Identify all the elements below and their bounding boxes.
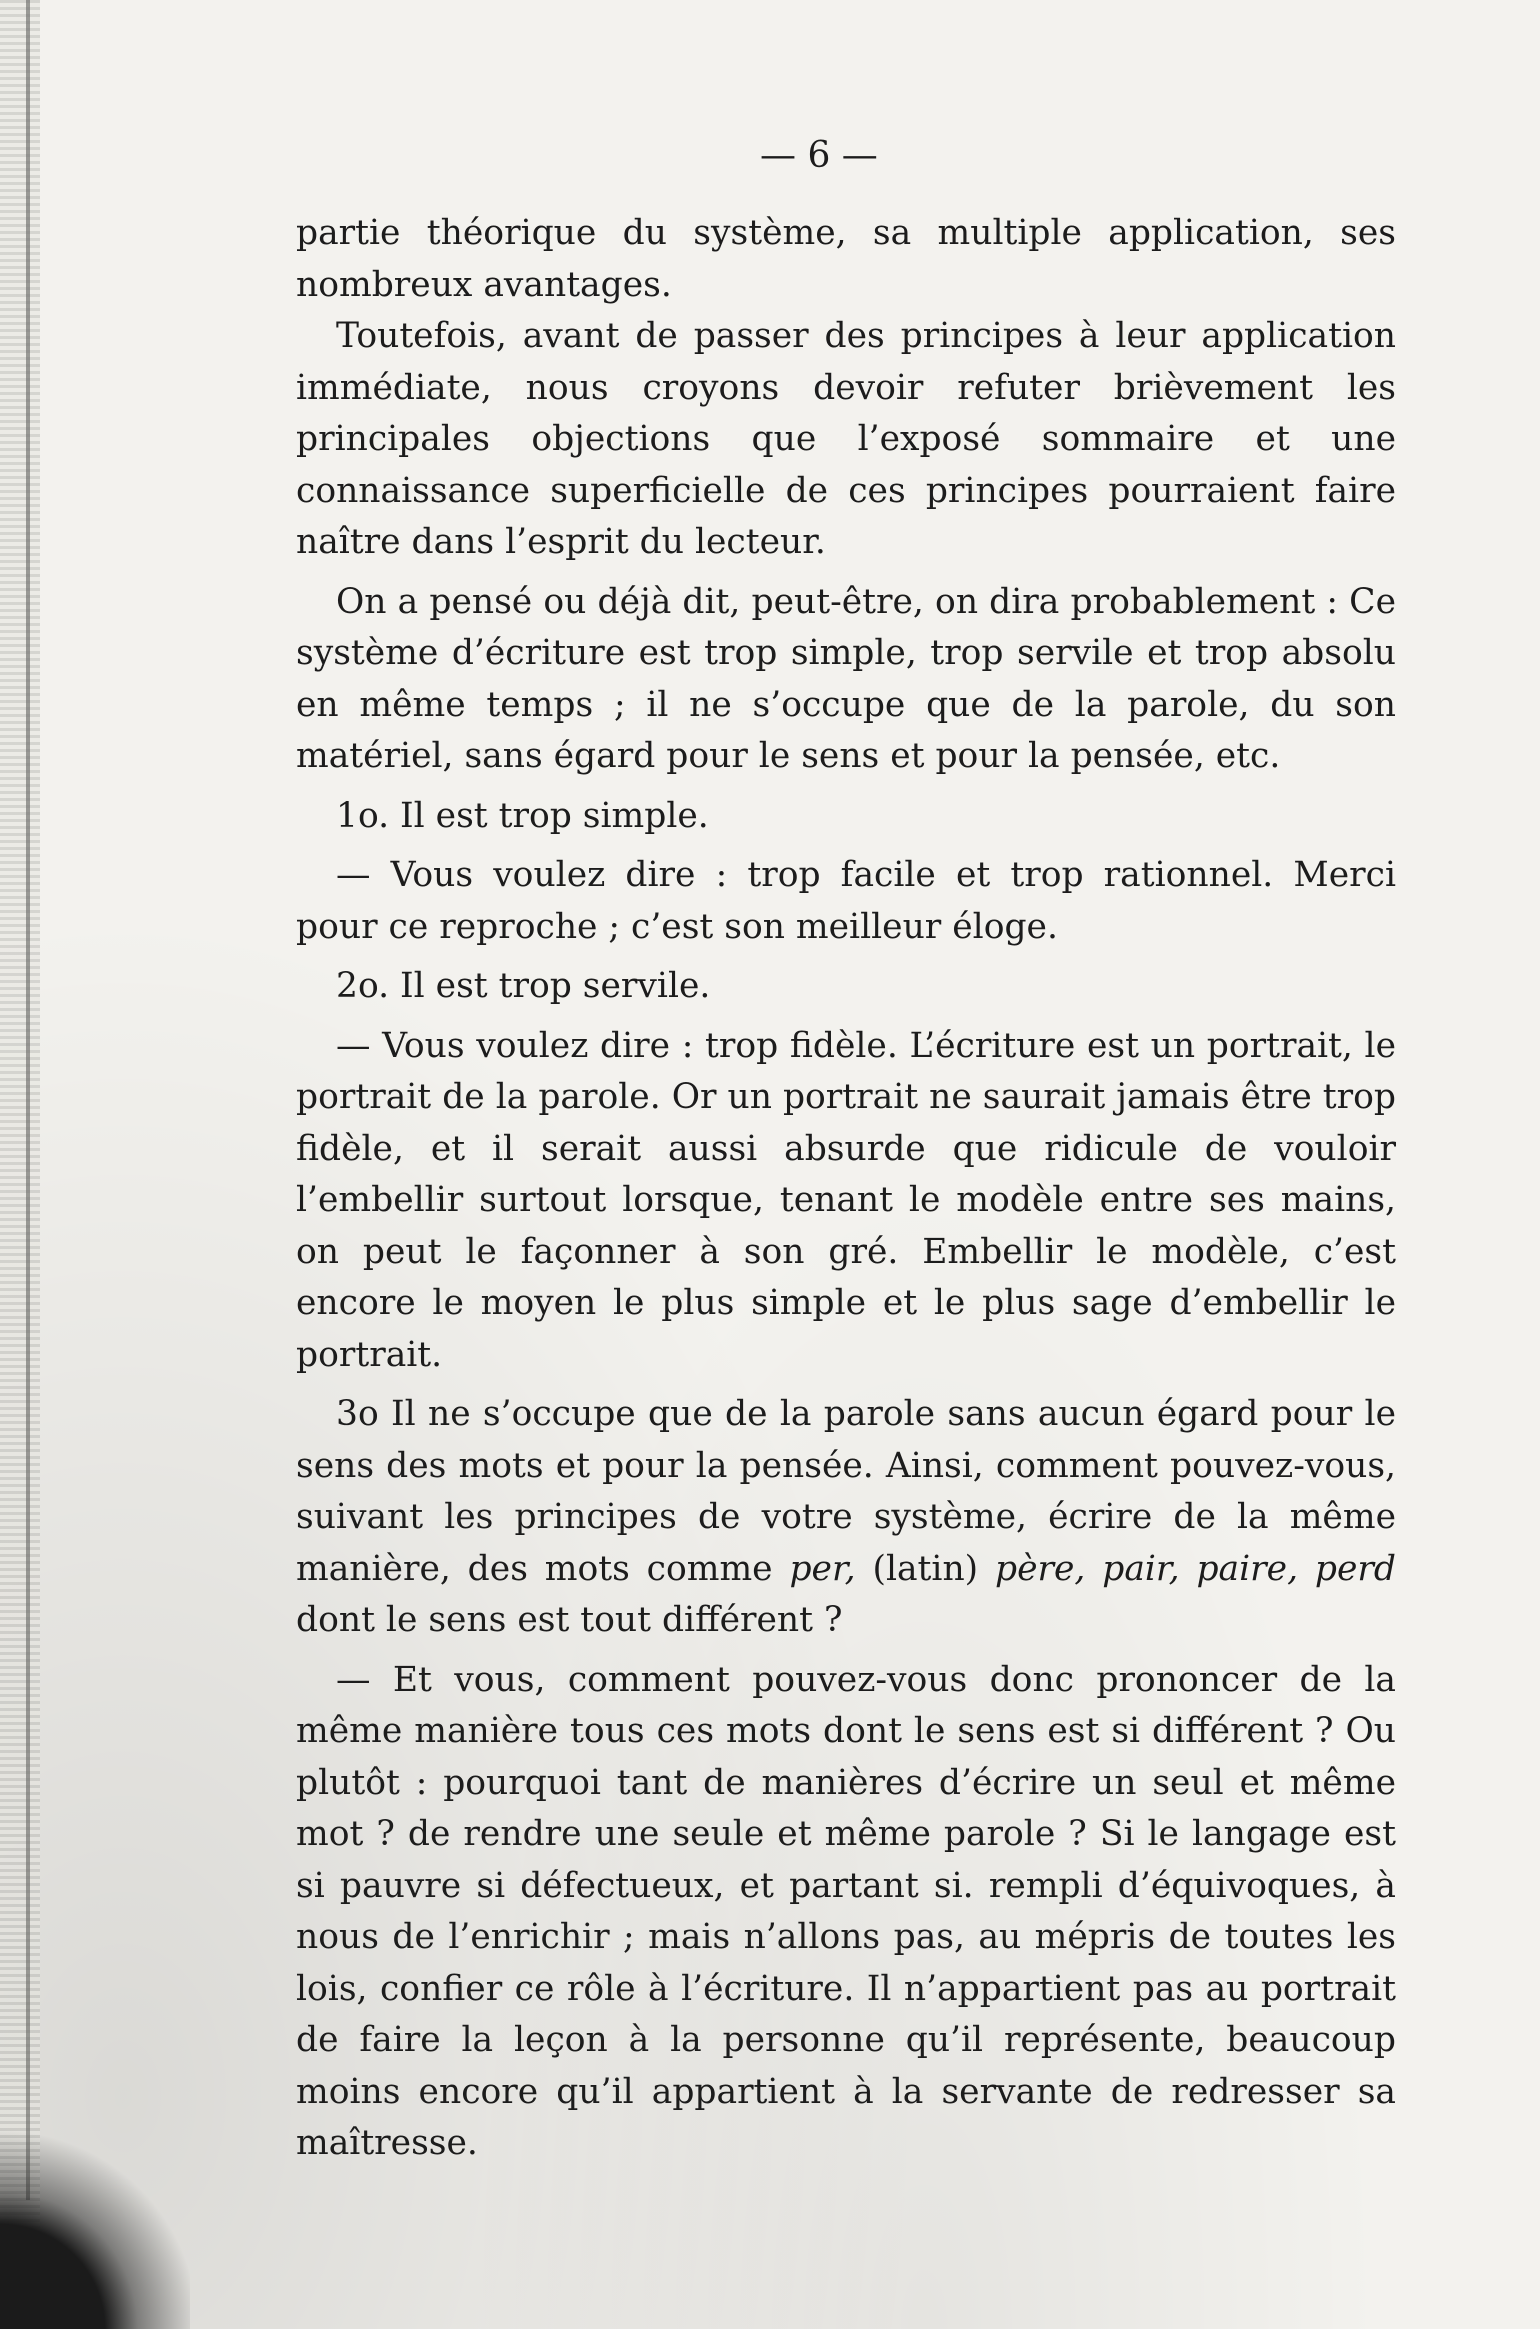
paragraph-4: 1o. Il est trop simple. [336, 795, 709, 836]
paragraph-8-after: dont le sens est tout différent ? [296, 1600, 843, 1640]
paragraph-6: 2o. Il est trop servile. [336, 966, 711, 1006]
paragraph-3: On a pensé ou déjà dit, peut-être, on dira probablement : Ce système d’écriture est trop simple, trop servile et trop absolu en même temps ; il ne s’occupe que de la parole, du son matériel, sans égard pour le sens et pour la pensée, etc. [296, 581, 1396, 776]
space [1298, 1549, 1315, 1589]
word-pair: pair, [1102, 1548, 1180, 1589]
binding-line [26, 0, 30, 2200]
word-per: per, [789, 1548, 856, 1589]
paragraph-8-before: 3o Il ne s’occupe que de la parole sans aucun égard pour le sens des mots et pour la pensée. Ainsi, comment pouvez-vous, suivant les principes de votre système, écrire de la même manière, des mots comme [296, 1394, 1396, 1589]
space [1085, 1549, 1102, 1589]
space [1180, 1549, 1197, 1589]
word-paire: paire, [1196, 1548, 1299, 1589]
corner-shadow [0, 2129, 190, 2329]
binding-edge [0, 0, 40, 2329]
paragraph-8 [296, 1389, 1396, 1647]
word-pere: père, [995, 1548, 1086, 1589]
page-number: — 6 — [760, 135, 878, 176]
paragraph-1: partie théorique du système, sa multiple application, ses nombreux avantages. [296, 213, 1396, 305]
paragraph-5: — Vous voulez dire : trop facile et trop rationnel. Merci pour ce reproche ; c’est son meilleur éloge. [296, 855, 1396, 947]
paragraph-9: — Et vous, comment pouvez-vous donc prononcer de la même manière tous ces mots dont le sens est si différent ? Ou plutôt : pourquoi tant de manières d’écrire un seul et même mot ? de rendre une seule et même parole ? Si le langage est si pauvre si défectueux, et partant si. rempli d’équivoques, à nous de l’enrichir ; mais n’allons pas, au mépris de toutes les lois, confier ce rôle à l’écriture. Il n’appartient pas au portrait de faire la leçon à la personne qu’il représente, beaucoup moins encore qu’il appartient à la servante de redresser sa maîtresse. [296, 1659, 1396, 2163]
word-perd: perd [1314, 1548, 1396, 1589]
paragraph-7: — Vous voulez dire : trop fidèle. L’écriture est un portrait, le portrait de la parole. Or un portrait ne saurait jamais être trop fidèle, et il serait aussi absurde que ridicule de vouloir l’embellir surtout lorsque, tenant le modèle entre ses mains, on peut le façonner à son gré. Embellir le modèle, c’est encore le moyen le plus simple et le plus sage d’embellir le portrait. [296, 1025, 1396, 1375]
paragraph-8-mid: (latin) [855, 1548, 995, 1589]
paragraph-2: Toutefois, avant de passer des principes à leur application immédiate, nous croyons devoir refuter brièvement les principales objections que l’exposé sommaire et une connaissance superficielle de ces principes pourraient faire naître dans l’esprit du lecteur. [296, 316, 1396, 562]
body-text [296, 208, 1396, 2170]
